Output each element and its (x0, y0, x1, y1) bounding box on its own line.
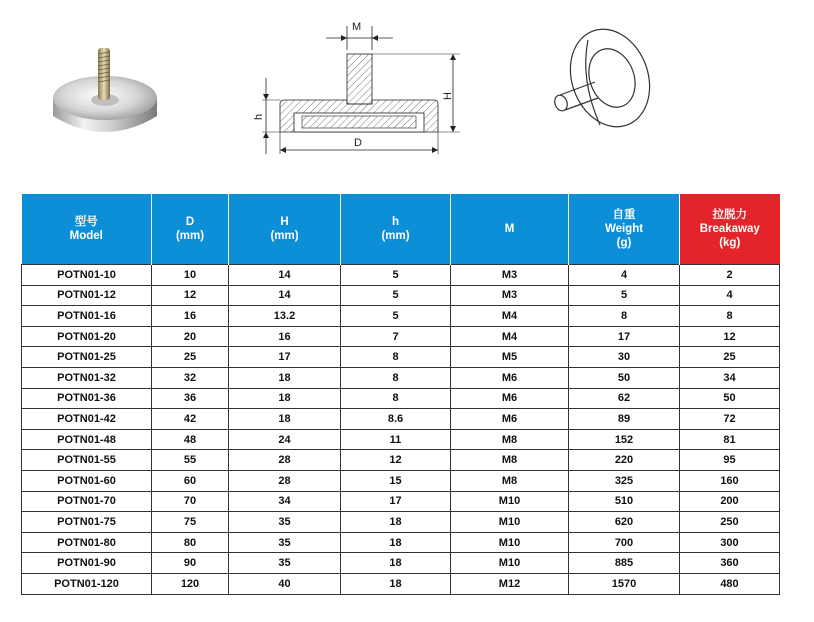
spec-table (21, 194, 780, 595)
weight-cell: 325 (569, 470, 680, 491)
h-upper-cell: 18 (229, 409, 341, 430)
weight-cell: 1570 (569, 573, 680, 594)
weight-cell: 700 (569, 532, 680, 553)
breakaway-cell: 250 (680, 512, 780, 533)
table-row (22, 450, 780, 471)
h-upper-cell: 18 (229, 367, 341, 388)
model-cell: POTN01-60 (22, 470, 152, 491)
d-cell: 60 (152, 470, 229, 491)
model-cell: POTN01-55 (22, 450, 152, 471)
d-cell: 70 (152, 491, 229, 512)
m-cell: M6 (451, 367, 569, 388)
h-upper-cell: 14 (229, 265, 341, 286)
h-lower-cell: 8.6 (341, 409, 451, 430)
d-cell: 10 (152, 265, 229, 286)
h-lower-cell: 7 (341, 326, 451, 347)
table-row (22, 491, 780, 512)
h-upper-cell: 40 (229, 573, 341, 594)
m-cell: M10 (451, 532, 569, 553)
table-row (22, 532, 780, 553)
model-cell: POTN01-75 (22, 512, 152, 533)
table-row (22, 347, 780, 368)
h-lower-cell: 18 (341, 573, 451, 594)
table-row (22, 367, 780, 388)
weight-cell: 620 (569, 512, 680, 533)
m-cell: M4 (451, 306, 569, 327)
d-cell: 36 (152, 388, 229, 409)
h-upper-cell: 17 (229, 347, 341, 368)
table-row (22, 512, 780, 533)
weight-cell: 17 (569, 326, 680, 347)
breakaway-cell: 25 (680, 347, 780, 368)
h-lower-cell: 5 (341, 285, 451, 306)
weight-cell: 8 (569, 306, 680, 327)
m-cell: M12 (451, 573, 569, 594)
h-upper-cell: 18 (229, 388, 341, 409)
breakaway-cell: 34 (680, 367, 780, 388)
breakaway-cell: 81 (680, 429, 780, 450)
d-cell: 90 (152, 553, 229, 574)
weight-cell: 5 (569, 285, 680, 306)
dimension-drawing (248, 12, 468, 162)
weight-cell: 152 (569, 429, 680, 450)
d-cell: 80 (152, 532, 229, 553)
isometric-sketch (540, 20, 660, 140)
h-upper-cell: 28 (229, 450, 341, 471)
model-cell: POTN01-32 (22, 367, 152, 388)
table-row (22, 326, 780, 347)
weight-cell: 30 (569, 347, 680, 368)
d-cell: 120 (152, 573, 229, 594)
table-row (22, 285, 780, 306)
breakaway-cell: 12 (680, 326, 780, 347)
h-upper-cell: 35 (229, 532, 341, 553)
model-cell: POTN01-16 (22, 306, 152, 327)
h-upper-cell: 16 (229, 326, 341, 347)
h-lower-cell: 12 (341, 450, 451, 471)
h-lower-cell: 8 (341, 347, 451, 368)
model-cell: POTN01-90 (22, 553, 152, 574)
model-cell: POTN01-70 (22, 491, 152, 512)
breakaway-cell: 360 (680, 553, 780, 574)
dimension-h-upper-label: H (442, 92, 454, 100)
h-lower-cell: 18 (341, 512, 451, 533)
m-cell: M6 (451, 388, 569, 409)
m-cell: M8 (451, 429, 569, 450)
model-cell: POTN01-120 (22, 573, 152, 594)
breakaway-cell: 160 (680, 470, 780, 491)
table-row (22, 265, 780, 286)
weight-cell: 4 (569, 265, 680, 286)
h-lower-cell: 18 (341, 553, 451, 574)
m-cell: M3 (451, 265, 569, 286)
table-row (22, 470, 780, 491)
m-cell: M8 (451, 450, 569, 471)
m-cell: M4 (451, 326, 569, 347)
d-cell: 16 (152, 306, 229, 327)
m-cell: M8 (451, 470, 569, 491)
m-cell: M10 (451, 512, 569, 533)
weight-cell: 89 (569, 409, 680, 430)
h-lower-cell: 8 (341, 367, 451, 388)
m-cell: M10 (451, 491, 569, 512)
header-m: M (451, 194, 569, 265)
model-cell: POTN01-48 (22, 429, 152, 450)
d-cell: 55 (152, 450, 229, 471)
h-upper-cell: 34 (229, 491, 341, 512)
table-body (22, 265, 780, 595)
dimension-m-label: M (352, 21, 362, 33)
header-model: 型号 Model (22, 194, 152, 265)
d-cell: 20 (152, 326, 229, 347)
weight-cell: 885 (569, 553, 680, 574)
model-cell: POTN01-80 (22, 532, 152, 553)
table-row (22, 429, 780, 450)
d-cell: 48 (152, 429, 229, 450)
h-lower-cell: 5 (341, 306, 451, 327)
product-photo (45, 28, 165, 158)
h-lower-cell: 15 (341, 470, 451, 491)
dimension-h-lower-label: h (253, 113, 265, 120)
m-cell: M10 (451, 553, 569, 574)
h-upper-cell: 28 (229, 470, 341, 491)
breakaway-cell: 300 (680, 532, 780, 553)
table-header-row (22, 194, 780, 265)
d-cell: 75 (152, 512, 229, 533)
breakaway-cell: 2 (680, 265, 780, 286)
breakaway-cell: 200 (680, 491, 780, 512)
model-cell: POTN01-12 (22, 285, 152, 306)
h-upper-cell: 24 (229, 429, 341, 450)
model-cell: POTN01-42 (22, 409, 152, 430)
header-weight: 自重 Weight (g) (569, 194, 680, 265)
h-lower-cell: 8 (341, 388, 451, 409)
h-lower-cell: 11 (341, 429, 451, 450)
breakaway-cell: 50 (680, 388, 780, 409)
header-h-lower: h (mm) (341, 194, 451, 265)
model-cell: POTN01-10 (22, 265, 152, 286)
table-row (22, 306, 780, 327)
breakaway-cell: 480 (680, 573, 780, 594)
model-cell: POTN01-36 (22, 388, 152, 409)
table-row (22, 388, 780, 409)
header-h-upper: H (mm) (229, 194, 341, 265)
m-cell: M6 (451, 409, 569, 430)
model-cell: POTN01-25 (22, 347, 152, 368)
h-lower-cell: 18 (341, 532, 451, 553)
weight-cell: 50 (569, 367, 680, 388)
weight-cell: 220 (569, 450, 680, 471)
d-cell: 42 (152, 409, 229, 430)
h-lower-cell: 5 (341, 265, 451, 286)
table-row (22, 553, 780, 574)
m-cell: M5 (451, 347, 569, 368)
weight-cell: 510 (569, 491, 680, 512)
model-cell: POTN01-20 (22, 326, 152, 347)
breakaway-cell: 4 (680, 285, 780, 306)
h-lower-cell: 17 (341, 491, 451, 512)
h-upper-cell: 35 (229, 553, 341, 574)
breakaway-cell: 72 (680, 409, 780, 430)
d-cell: 12 (152, 285, 229, 306)
breakaway-cell: 95 (680, 450, 780, 471)
weight-cell: 62 (569, 388, 680, 409)
header-d: D (mm) (152, 194, 229, 265)
breakaway-cell: 8 (680, 306, 780, 327)
h-upper-cell: 35 (229, 512, 341, 533)
h-upper-cell: 13.2 (229, 306, 341, 327)
d-cell: 32 (152, 367, 229, 388)
table-row (22, 409, 780, 430)
m-cell: M3 (451, 285, 569, 306)
header-breakaway: 拉脱力 Breakaway (kg) (680, 194, 780, 265)
dimension-d-label: D (354, 137, 362, 149)
table-row (22, 573, 780, 594)
d-cell: 25 (152, 347, 229, 368)
h-upper-cell: 14 (229, 285, 341, 306)
